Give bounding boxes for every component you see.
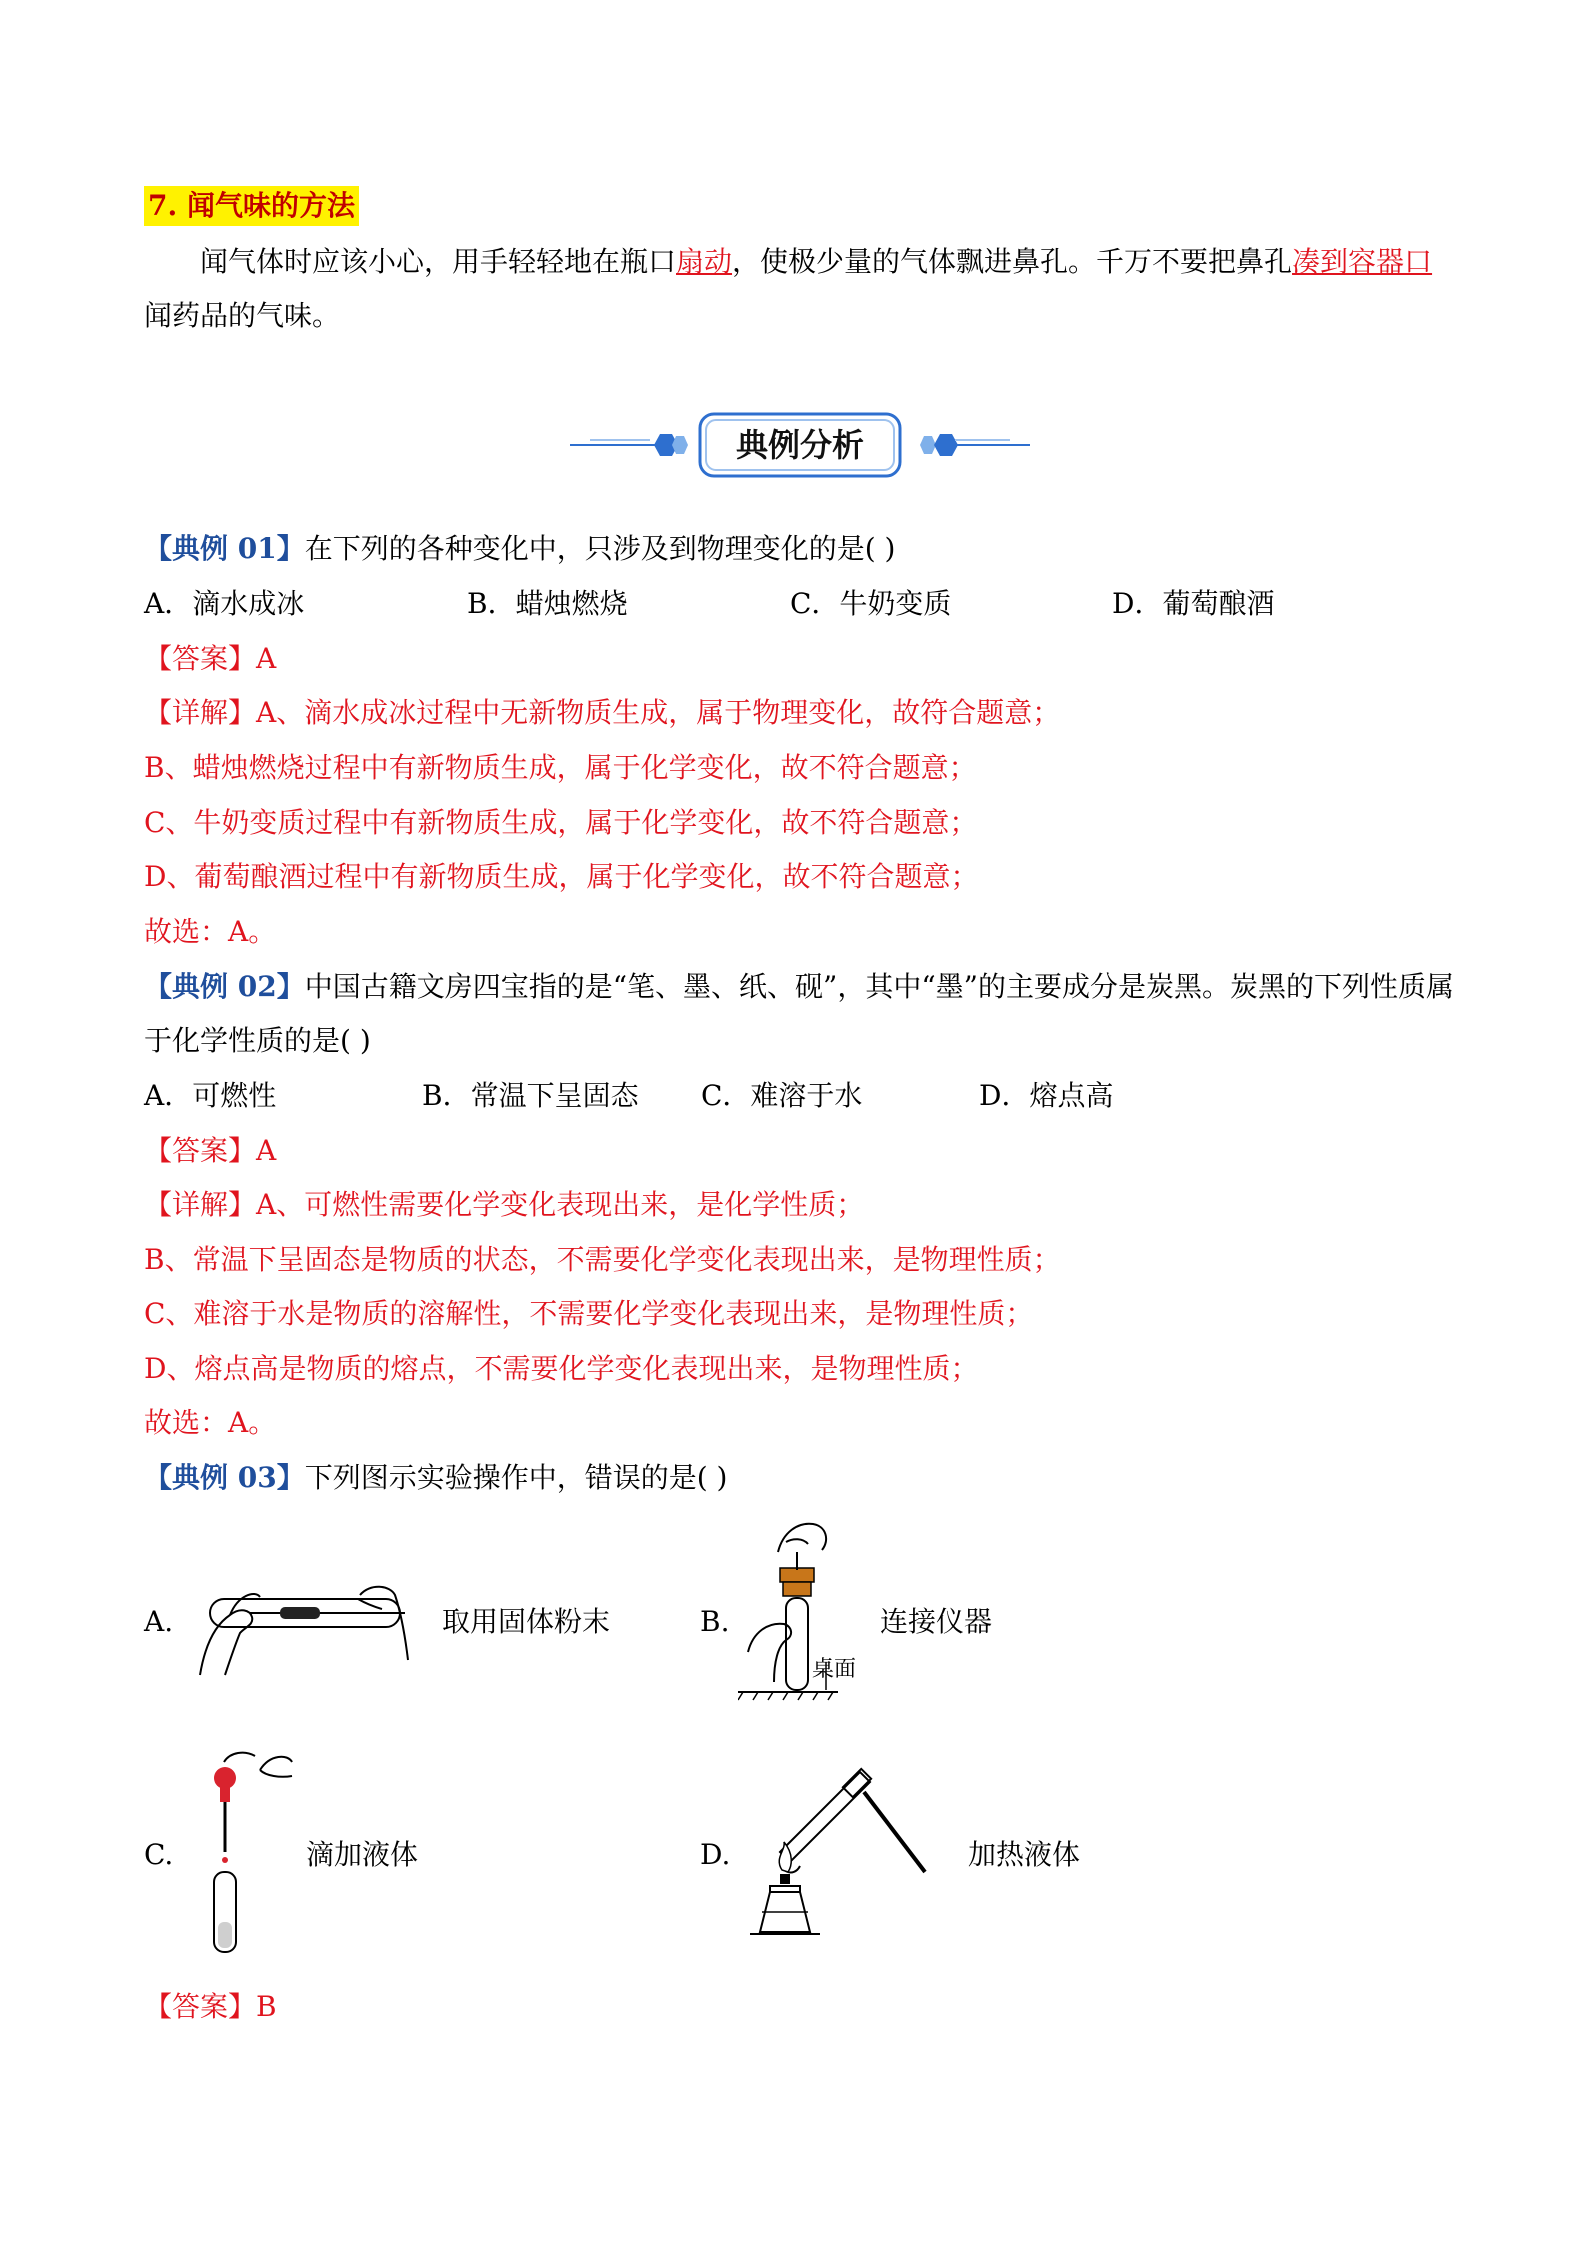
section-paragraph-line-1: 闻气体时应该小心，用手轻轻地在瓶口扇动，使极少量的气体飘进鼻孔。千万不要把鼻孔凑到容器口 xyxy=(200,245,1433,278)
ex01-tag: 【典例 01】 xyxy=(144,532,305,565)
figure-c-caption: 滴加液体 xyxy=(306,1838,419,1871)
dropper-over-test-tube-icon xyxy=(200,1742,300,1962)
heating-liquid-alcohol-lamp-icon xyxy=(740,1762,940,1952)
ex02-tag: 【典例 02】 xyxy=(144,970,305,1003)
figure-b-label: B. xyxy=(700,1605,730,1638)
ex01-answer: 【答案】A xyxy=(144,642,277,675)
figure-d-label: D. xyxy=(700,1838,731,1871)
ex03-answer: 【答案】B xyxy=(144,1990,277,2023)
ex02-detail-3: C、难溶于水是物质的溶解性，不需要化学变化表现出来，是物理性质； xyxy=(144,1297,1034,1330)
ex01-detail-4: D、葡萄酿酒过程中有新物质生成，属于化学变化，故不符合题意； xyxy=(144,860,979,893)
ex03-question: 【典例 03】下列图示实验操作中，错误的是( ) xyxy=(144,1461,728,1494)
ex01-option-b: B．蜡烛燃烧 xyxy=(467,587,628,620)
ex02-conclusion: 故选：A。 xyxy=(144,1406,277,1439)
figure-a-label: A. xyxy=(144,1605,174,1638)
ex02-option-a: A．可燃性 xyxy=(144,1079,277,1112)
ex02-detail-2: B、常温下呈固态是物质的状态，不需要化学变化表现出来，是物理性质； xyxy=(144,1243,1061,1276)
ex02-detail-4: D、熔点高是物质的熔点，不需要化学变化表现出来，是物理性质； xyxy=(144,1352,979,1385)
ex02-option-c: C．难溶于水 xyxy=(701,1079,863,1112)
ex01-question: 【典例 01】在下列的各种变化中，只涉及到物理变化的是( ) xyxy=(144,532,896,565)
figure-d-caption: 加热液体 xyxy=(968,1838,1081,1871)
keyword-fan: 扇动 xyxy=(676,245,733,278)
ex01-option-d: D．葡萄酿酒 xyxy=(1112,587,1275,620)
ex02-question-line-1: 【典例 02】中国古籍文房四宝指的是“笔、墨、纸、砚”，其中“墨”的主要成分是炭黑。炭黑的下列性质属 xyxy=(144,970,1454,1003)
ex01-option-a: A．滴水成冰 xyxy=(144,587,305,620)
powder-spoon-test-tube-icon xyxy=(190,1555,420,1685)
figure-c-label: C. xyxy=(144,1838,174,1871)
banner-title: 典例分析 xyxy=(735,426,864,464)
ex01-detail-1: 【详解】A、滴水成冰过程中无新物质生成，属于物理变化，故符合题意； xyxy=(144,696,1061,729)
figure-b-caption: 连接仪器 xyxy=(880,1605,993,1638)
ex01-option-c: C．牛奶变质 xyxy=(790,587,952,620)
ex02-answer: 【答案】A xyxy=(144,1134,277,1167)
ex02-option-b: B．常温下呈固态 xyxy=(422,1079,639,1112)
ex02-option-d: D．熔点高 xyxy=(979,1079,1114,1112)
ex03-tag: 【典例 03】 xyxy=(144,1461,305,1494)
ex01-conclusion: 故选：A。 xyxy=(144,915,277,948)
ex01-detail-3: C、牛奶变质过程中有新物质生成，属于化学变化，故不符合题意； xyxy=(144,806,978,839)
keyword-container-mouth: 凑到容器口 xyxy=(1292,245,1433,278)
test-tube-stopper-on-desk-icon xyxy=(738,1512,868,1727)
ex02-detail-1: 【详解】A、可燃性需要化学变化表现出来，是化学性质； xyxy=(144,1188,865,1221)
section-heading: 7. 闻气味的方法 xyxy=(144,186,359,226)
figure-b-desk-note: 桌面 xyxy=(812,1657,857,1682)
section-paragraph-line-2: 闻药品的气味。 xyxy=(144,299,341,332)
ex01-detail-2: B、蜡烛燃烧过程中有新物质生成，属于化学变化，故不符合题意； xyxy=(144,751,977,784)
example-analysis-banner xyxy=(560,410,1040,480)
figure-a-caption: 取用固体粉末 xyxy=(442,1605,611,1638)
ex02-question-line-2: 于化学性质的是( ) xyxy=(144,1024,371,1057)
